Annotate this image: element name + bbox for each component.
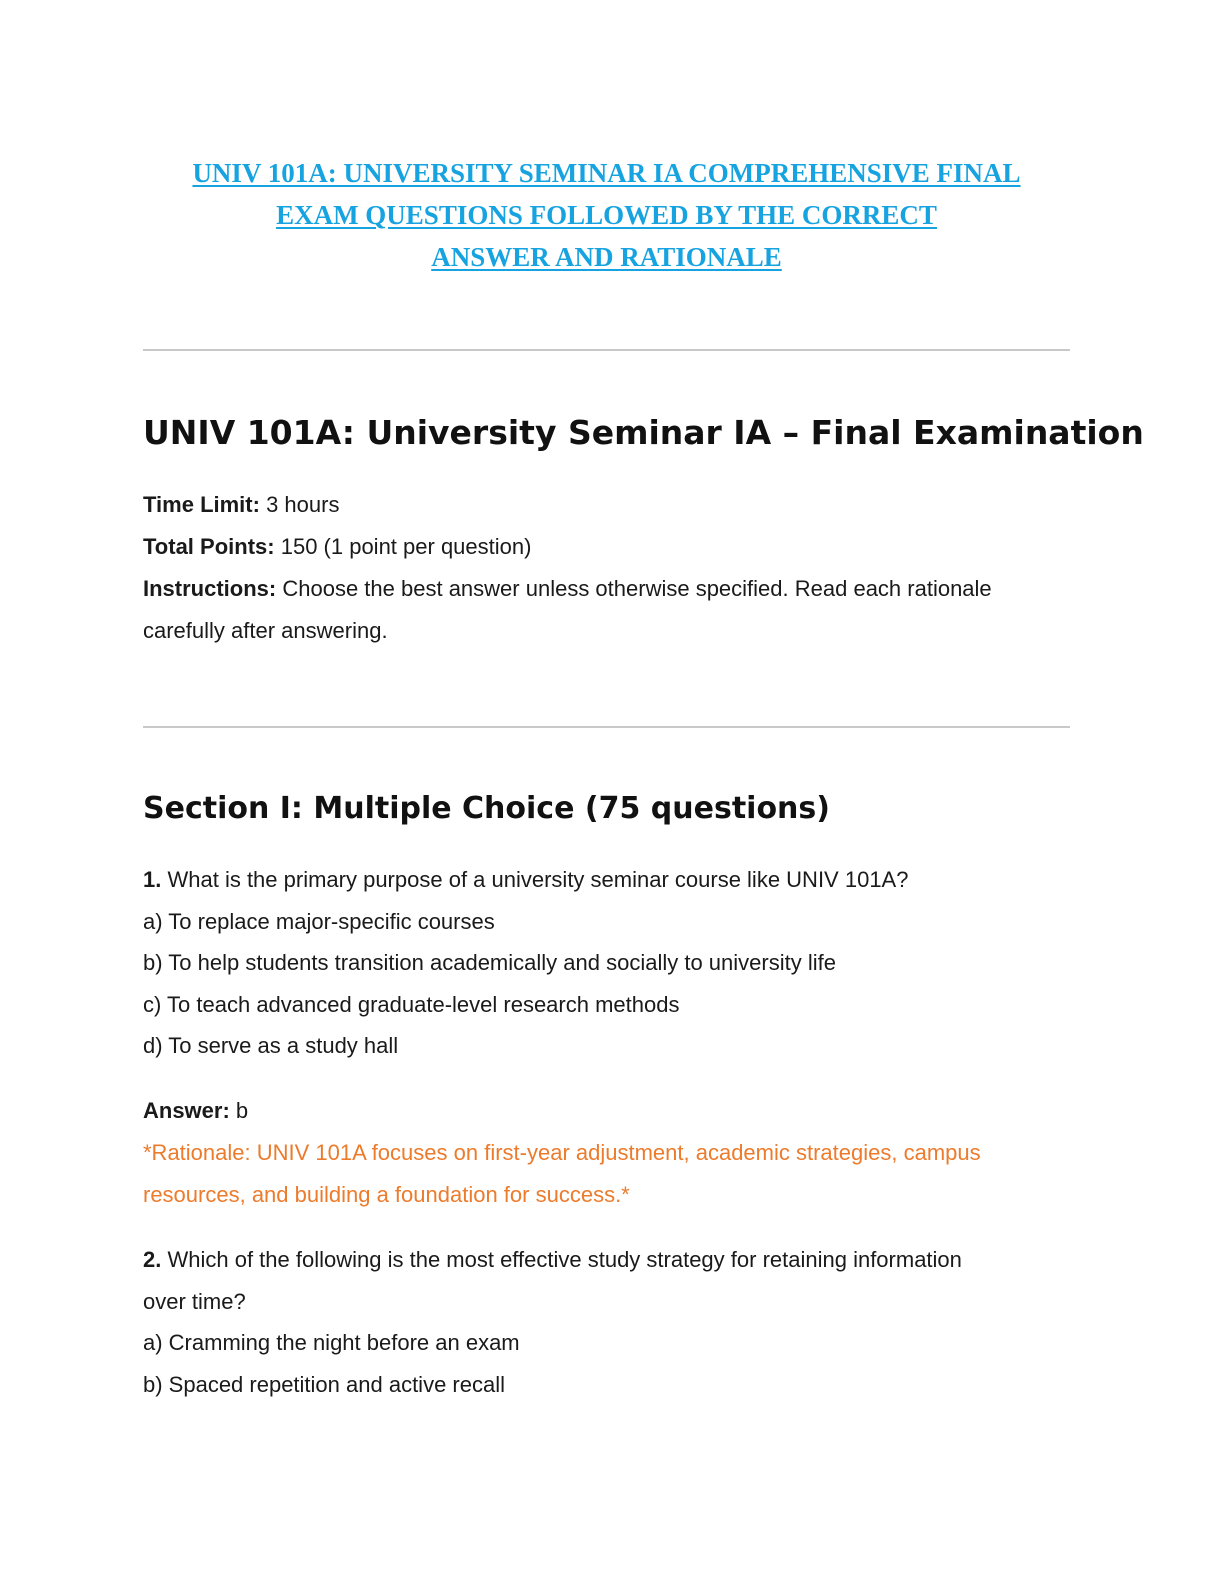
section-title: Section I: Multiple Choice (75 questions) [143, 791, 830, 826]
instructions-label: Instructions: [143, 576, 277, 601]
answer-value: b [235, 1098, 249, 1123]
answer [143, 1090, 248, 1132]
question-2 [143, 1239, 962, 1281]
title-line-3[interactable]: ANSWER AND RATIONALE [431, 242, 782, 272]
total-points [143, 526, 531, 568]
exam-title: UNIV 101A: University Seminar IA – Final Examination [143, 413, 1144, 452]
instructions-continued [143, 610, 388, 652]
rationale-continued: resources, and building a foundation for success.* [143, 1182, 630, 1207]
option-a: a) To replace major-specific courses [143, 909, 495, 934]
time-limit-value: 3 hours [266, 492, 340, 517]
question-number: 1. [143, 867, 162, 892]
option-c: c) To teach advanced graduate-level research methods [143, 992, 680, 1017]
question-text: Which of the following is the most effective study strategy for retaining information [167, 1247, 962, 1272]
option-d: d) To serve as a study hall [143, 1033, 399, 1058]
total-points-value: 150 (1 point per question) [280, 534, 532, 559]
option-b: b) Spaced repetition and active recall [143, 1372, 505, 1397]
question-text-continued: over time? [143, 1289, 246, 1314]
document-title[interactable] [143, 152, 1070, 278]
option-a: a) Cramming the night before an exam [143, 1330, 520, 1355]
instructions-text-1: Choose the best answer unless otherwise specified. Read each rationale [282, 576, 992, 601]
question-text: What is the primary purpose of a university seminar course like UNIV 101A? [167, 867, 909, 892]
total-points-label: Total Points: [143, 534, 275, 559]
divider [143, 349, 1070, 351]
time-limit [143, 484, 339, 526]
time-limit-label: Time Limit: [143, 492, 260, 517]
question-1 [143, 859, 908, 901]
title-line-2[interactable]: EXAM QUESTIONS FOLLOWED BY THE CORRECT [276, 200, 937, 230]
title-line-1[interactable]: UNIV 101A: UNIVERSITY SEMINAR IA COMPREHENSIVE FINAL [192, 158, 1021, 188]
rationale: *Rationale: UNIV 101A focuses on first-year adjustment, academic strategies, campus [143, 1140, 981, 1165]
question-number: 2. [143, 1247, 162, 1272]
answer-label: Answer: [143, 1098, 230, 1123]
instructions-text-2: carefully after answering. [143, 618, 388, 643]
divider [143, 726, 1070, 728]
option-b: b) To help students transition academically and socially to university life [143, 950, 836, 975]
instructions [143, 568, 992, 610]
